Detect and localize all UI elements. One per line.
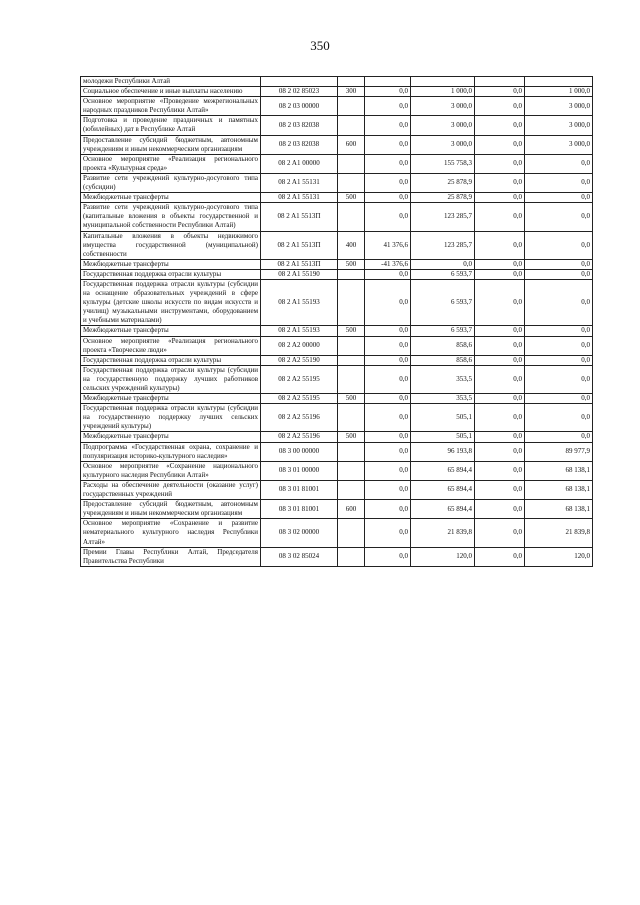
table-row (81, 87, 593, 97)
amount-4-cell: 68 138,1 (525, 480, 593, 499)
target-code-cell: 08 2 03 82038 (261, 116, 338, 135)
target-code-cell: 08 2 03 82038 (261, 135, 338, 154)
target-code-cell: 08 2 A1 55131 (261, 193, 338, 203)
table-row (81, 269, 593, 279)
expense-type-cell (338, 173, 365, 192)
table-row (81, 279, 593, 325)
row-name-cell: Основное мероприятие «Реализация регионального проекта «Культурная среда» (81, 154, 261, 173)
amount-4-cell: 0,0 (525, 336, 593, 355)
target-code-cell: 08 2 A1 55190 (261, 269, 338, 279)
row-name-cell: Межбюджетные трансферты (81, 394, 261, 404)
amount-2-cell: 858,6 (411, 336, 475, 355)
amount-4-cell: 0,0 (525, 432, 593, 442)
amount-4-cell: 0,0 (525, 365, 593, 393)
table-row (81, 500, 593, 519)
table-row (81, 404, 593, 432)
amount-1-cell: 0,0 (365, 355, 411, 365)
amount-2-cell: 21 839,8 (411, 519, 475, 547)
target-code-cell: 08 3 01 00000 (261, 461, 338, 480)
amount-3-cell: 0,0 (475, 547, 525, 566)
amount-1-cell: 0,0 (365, 326, 411, 336)
amount-3-cell: 0,0 (475, 394, 525, 404)
amount-2-cell: 155 758,3 (411, 154, 475, 173)
amount-3-cell: 0,0 (475, 259, 525, 269)
amount-4-cell: 3 000,0 (525, 97, 593, 116)
budget-table-body (81, 77, 593, 567)
amount-1-cell: 0,0 (365, 193, 411, 203)
row-name-cell: Предоставление субсидий бюджетным, автономным учреждениям и иным некоммерческим организациям (81, 135, 261, 154)
table-row (81, 154, 593, 173)
amount-2-cell: 353,5 (411, 365, 475, 393)
row-name-cell: Подготовка и проведение праздничных и памятных (юбилейных) дат в Республике Алтай (81, 116, 261, 135)
row-name-cell: Основное мероприятие «Сохранение национального культурного наследия Республики Алтай» (81, 461, 261, 480)
amount-3-cell: 0,0 (475, 154, 525, 173)
amount-4-cell: 0,0 (525, 193, 593, 203)
amount-2-cell: 1 000,0 (411, 87, 475, 97)
row-name-cell: Межбюджетные трансферты (81, 193, 261, 203)
row-name-cell: Государственная поддержка отрасли культуры (субсидии на государственную поддержку лучших работников сельских учреждений культуры) (81, 365, 261, 393)
table-row (81, 461, 593, 480)
target-code-cell: 08 2 03 00000 (261, 97, 338, 116)
amount-3-cell: 0,0 (475, 279, 525, 325)
amount-4-cell: 0,0 (525, 279, 593, 325)
amount-1-cell: -41 376,6 (365, 259, 411, 269)
target-code-cell: 08 3 02 00000 (261, 519, 338, 547)
amount-1-cell: 0,0 (365, 500, 411, 519)
amount-2-cell (411, 77, 475, 87)
target-code-cell: 08 2 A1 5513П (261, 231, 338, 259)
amount-1-cell: 0,0 (365, 203, 411, 231)
target-code-cell: 08 2 A2 55195 (261, 365, 338, 393)
amount-4-cell: 3 000,0 (525, 135, 593, 154)
target-code-cell: 08 2 A2 55196 (261, 432, 338, 442)
amount-1-cell: 0,0 (365, 394, 411, 404)
table-row (81, 193, 593, 203)
amount-4-cell: 89 977,9 (525, 442, 593, 461)
target-code-cell: 08 3 00 00000 (261, 442, 338, 461)
amount-3-cell: 0,0 (475, 135, 525, 154)
expense-type-cell (338, 77, 365, 87)
amount-1-cell: 0,0 (365, 154, 411, 173)
expense-type-cell (338, 480, 365, 499)
amount-2-cell: 123 285,7 (411, 231, 475, 259)
target-code-cell: 08 2 A2 00000 (261, 336, 338, 355)
target-code-cell: 08 3 02 85024 (261, 547, 338, 566)
amount-2-cell: 0,0 (411, 259, 475, 269)
amount-3-cell: 0,0 (475, 519, 525, 547)
amount-2-cell: 353,5 (411, 394, 475, 404)
amount-1-cell: 0,0 (365, 135, 411, 154)
amount-2-cell: 25 878,9 (411, 193, 475, 203)
amount-4-cell (525, 77, 593, 87)
table-row (81, 259, 593, 269)
table-row (81, 365, 593, 393)
amount-4-cell: 21 839,8 (525, 519, 593, 547)
expense-type-cell: 600 (338, 135, 365, 154)
row-name-cell: Предоставление субсидий бюджетным, автономным учреждениям и иным некоммерческим организациям (81, 500, 261, 519)
table-row (81, 519, 593, 547)
amount-3-cell: 0,0 (475, 87, 525, 97)
amount-3-cell: 0,0 (475, 193, 525, 203)
amount-1-cell: 0,0 (365, 432, 411, 442)
amount-4-cell: 0,0 (525, 231, 593, 259)
row-name-cell: молодежи Республики Алтай (81, 77, 261, 87)
row-name-cell: Социальное обеспечение и иные выплаты населению (81, 87, 261, 97)
expense-type-cell (338, 404, 365, 432)
amount-3-cell: 0,0 (475, 500, 525, 519)
amount-1-cell: 0,0 (365, 279, 411, 325)
amount-2-cell: 65 894,4 (411, 480, 475, 499)
amount-1-cell: 0,0 (365, 442, 411, 461)
amount-3-cell: 0,0 (475, 365, 525, 393)
row-name-cell: Государственная поддержка отрасли культуры (субсидии на государственную поддержку лучших сельских учреждений культуры) (81, 404, 261, 432)
target-code-cell: 08 2 A1 5513П (261, 259, 338, 269)
amount-3-cell: 0,0 (475, 97, 525, 116)
table-row (81, 442, 593, 461)
expense-type-cell: 500 (338, 259, 365, 269)
amount-3-cell (475, 77, 525, 87)
amount-4-cell: 0,0 (525, 269, 593, 279)
target-code-cell: 08 2 A1 55131 (261, 173, 338, 192)
amount-4-cell: 0,0 (525, 355, 593, 365)
target-code-cell: 08 2 A1 5513П (261, 203, 338, 231)
amount-2-cell: 120,0 (411, 547, 475, 566)
table-row (81, 135, 593, 154)
amount-1-cell (365, 77, 411, 87)
expense-type-cell (338, 365, 365, 393)
row-name-cell: Основное мероприятие «Проведение межрегиональных народных праздников Республики Алтай» (81, 97, 261, 116)
amount-1-cell: 0,0 (365, 480, 411, 499)
amount-1-cell: 0,0 (365, 97, 411, 116)
table-row (81, 394, 593, 404)
amount-1-cell: 0,0 (365, 269, 411, 279)
target-code-cell: 08 3 01 81001 (261, 480, 338, 499)
expense-type-cell (338, 97, 365, 116)
table-row (81, 336, 593, 355)
table-row (81, 116, 593, 135)
expense-type-cell: 500 (338, 326, 365, 336)
amount-1-cell: 0,0 (365, 461, 411, 480)
expense-type-cell (338, 269, 365, 279)
amount-4-cell: 0,0 (525, 404, 593, 432)
expense-type-cell (338, 442, 365, 461)
amount-3-cell: 0,0 (475, 442, 525, 461)
budget-table (80, 76, 593, 567)
row-name-cell: Капитальные вложения в объекты недвижимого имущества государственной (муниципальной) собственности (81, 231, 261, 259)
row-name-cell: Премии Главы Республики Алтай, Председателя Правительства Республики (81, 547, 261, 566)
amount-3-cell: 0,0 (475, 461, 525, 480)
table-row (81, 432, 593, 442)
amount-1-cell: 0,0 (365, 519, 411, 547)
amount-4-cell: 68 138,1 (525, 500, 593, 519)
amount-4-cell: 0,0 (525, 394, 593, 404)
row-name-cell: Развитие сети учреждений культурно-досугового типа (капитальные вложения в объекты государственной и муниципальной собственности Республики Алтай) (81, 203, 261, 231)
amount-2-cell: 6 593,7 (411, 279, 475, 325)
amount-3-cell: 0,0 (475, 355, 525, 365)
amount-2-cell: 6 593,7 (411, 326, 475, 336)
expense-type-cell (338, 547, 365, 566)
amount-2-cell: 65 894,4 (411, 500, 475, 519)
target-code-cell: 08 2 A2 55190 (261, 355, 338, 365)
expense-type-cell (338, 203, 365, 231)
target-code-cell: 08 2 A1 00000 (261, 154, 338, 173)
table-row (81, 480, 593, 499)
target-code-cell: 08 2 A1 55193 (261, 326, 338, 336)
amount-1-cell: 0,0 (365, 173, 411, 192)
expense-type-cell (338, 154, 365, 173)
amount-2-cell: 96 193,8 (411, 442, 475, 461)
amount-2-cell: 3 000,0 (411, 116, 475, 135)
amount-4-cell: 0,0 (525, 326, 593, 336)
row-name-cell: Межбюджетные трансферты (81, 326, 261, 336)
amount-1-cell: 0,0 (365, 87, 411, 97)
amount-2-cell: 858,6 (411, 355, 475, 365)
amount-4-cell: 0,0 (525, 154, 593, 173)
row-name-cell: Государственная поддержка отрасли культуры (81, 269, 261, 279)
table-row (81, 326, 593, 336)
page-number: 350 (310, 38, 330, 53)
amount-2-cell: 3 000,0 (411, 97, 475, 116)
amount-2-cell: 65 894,4 (411, 461, 475, 480)
table-row (81, 203, 593, 231)
table-row (81, 231, 593, 259)
amount-4-cell: 0,0 (525, 203, 593, 231)
amount-2-cell: 6 593,7 (411, 269, 475, 279)
amount-2-cell: 123 285,7 (411, 203, 475, 231)
expense-type-cell (338, 336, 365, 355)
expense-type-cell (338, 355, 365, 365)
amount-1-cell: 0,0 (365, 365, 411, 393)
table-row (81, 97, 593, 116)
expense-type-cell (338, 461, 365, 480)
amount-1-cell: 0,0 (365, 547, 411, 566)
amount-4-cell: 68 138,1 (525, 461, 593, 480)
row-name-cell: Основное мероприятие «Реализация регионального проекта «Творческие люди» (81, 336, 261, 355)
amount-3-cell: 0,0 (475, 203, 525, 231)
table-row (81, 355, 593, 365)
expense-type-cell: 500 (338, 193, 365, 203)
table-row (81, 77, 593, 87)
amount-3-cell: 0,0 (475, 404, 525, 432)
expense-type-cell (338, 116, 365, 135)
expense-type-cell: 600 (338, 500, 365, 519)
table-row (81, 173, 593, 192)
amount-4-cell: 0,0 (525, 259, 593, 269)
expense-type-cell: 300 (338, 87, 365, 97)
target-code-cell: 08 2 02 85023 (261, 87, 338, 97)
amount-1-cell: 0,0 (365, 336, 411, 355)
table-row (81, 547, 593, 566)
amount-3-cell: 0,0 (475, 432, 525, 442)
row-name-cell: Межбюджетные трансферты (81, 432, 261, 442)
row-name-cell: Подпрограмма «Государственная охрана, сохранение и популяризация историко-культурного наследия» (81, 442, 261, 461)
row-name-cell: Государственная поддержка отрасли культуры (субсидии на оснащение образовательных учреждений в сфере культуры (детские школы искусств по видам искусств и училищ) музыкальными инструментами, оборудованием и учебными материалами) (81, 279, 261, 325)
expense-type-cell (338, 279, 365, 325)
amount-2-cell: 505,1 (411, 404, 475, 432)
amount-4-cell: 1 000,0 (525, 87, 593, 97)
amount-2-cell: 505,1 (411, 432, 475, 442)
target-code-cell (261, 77, 338, 87)
amount-2-cell: 3 000,0 (411, 135, 475, 154)
expense-type-cell: 500 (338, 394, 365, 404)
amount-4-cell: 3 000,0 (525, 116, 593, 135)
amount-3-cell: 0,0 (475, 269, 525, 279)
row-name-cell: Государственная поддержка отрасли культуры (81, 355, 261, 365)
target-code-cell: 08 3 01 81001 (261, 500, 338, 519)
expense-type-cell (338, 519, 365, 547)
row-name-cell: Основное мероприятие «Сохранение и развитие нематериального культурного наследия Республики Алтай» (81, 519, 261, 547)
amount-2-cell: 25 878,9 (411, 173, 475, 192)
expense-type-cell: 400 (338, 231, 365, 259)
amount-4-cell: 120,0 (525, 547, 593, 566)
amount-1-cell: 0,0 (365, 404, 411, 432)
expense-type-cell: 500 (338, 432, 365, 442)
target-code-cell: 08 2 A2 55196 (261, 404, 338, 432)
amount-3-cell: 0,0 (475, 116, 525, 135)
amount-3-cell: 0,0 (475, 336, 525, 355)
target-code-cell: 08 2 A1 55193 (261, 279, 338, 325)
row-name-cell: Расходы на обеспечение деятельности (оказание услуг) государственных учреждений (81, 480, 261, 499)
amount-3-cell: 0,0 (475, 326, 525, 336)
row-name-cell: Развитие сети учреждений культурно-досугового типа (субсидии) (81, 173, 261, 192)
amount-3-cell: 0,0 (475, 480, 525, 499)
row-name-cell: Межбюджетные трансферты (81, 259, 261, 269)
amount-1-cell: 41 376,6 (365, 231, 411, 259)
amount-4-cell: 0,0 (525, 173, 593, 192)
amount-3-cell: 0,0 (475, 173, 525, 192)
amount-3-cell: 0,0 (475, 231, 525, 259)
amount-1-cell: 0,0 (365, 116, 411, 135)
target-code-cell: 08 2 A2 55195 (261, 394, 338, 404)
